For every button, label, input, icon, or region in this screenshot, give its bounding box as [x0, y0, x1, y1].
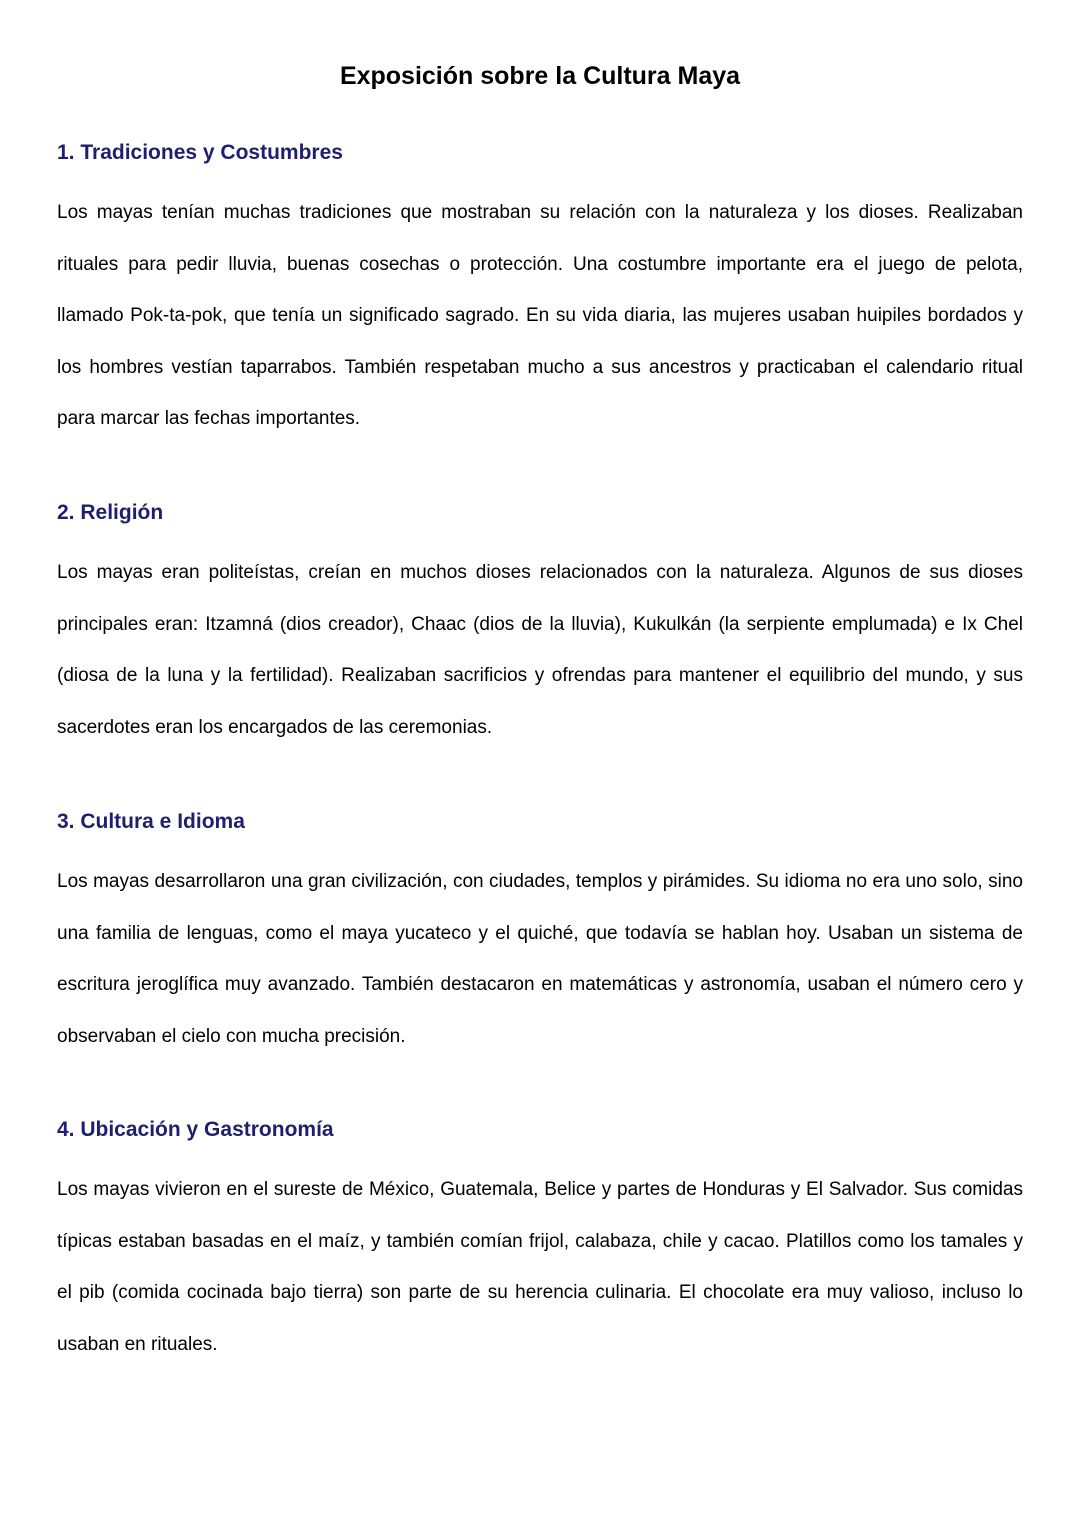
- section-ubicacion-y-gastronomia: [57, 1113, 1023, 1370]
- document-title: Exposición sobre la Cultura Maya: [339, 62, 741, 90]
- section-heading: 3. Cultura e Idioma: [57, 810, 245, 833]
- section-heading: 1. Tradiciones y Costumbres: [57, 141, 343, 164]
- section-cultura-e-idioma: [57, 805, 1023, 1062]
- section-paragraph: Los mayas eran politeístas, creían en muchos dioses relacionados con la naturaleza. Algunos de sus dioses principales eran: Itzamná (dios creador), Chaac (dios de la lluvia), Kukulkán (la serpiente emplumada) e Ix Chel (diosa de la luna y la fertilidad). Realizaban sacrificios y ofrendas para mantener el equilibrio del mundo, y sus sacerdotes eran los encargados de las ceremonias.: [57, 562, 1023, 738]
- section-religion: [57, 496, 1023, 753]
- section-paragraph: Los mayas tenían muchas tradiciones que mostraban su relación con la naturaleza y los dioses. Realizaban rituales para pedir lluvia, buenas cosechas o protección. Una costumbre importante era el juego de pelota, llamado Pok-ta-pok, que tenía un significado sagrado. En su vida diaria, las mujeres usaban huipiles bordados y los hombres vestían taparrabos. También respetaban mucho a sus ancestros y practicaban el calendario ritual para marcar las fechas importantes.: [57, 202, 1023, 429]
- section-heading: 2. Religión: [57, 501, 164, 524]
- section-paragraph: Los mayas desarrollaron una gran civilización, con ciudades, templos y pirámides. Su idioma no era uno solo, sino una familia de lenguas, como el maya yucateco y el quiché, que todavía se hablan hoy. Usaban un sistema de escritura jeroglífica muy avanzado. También destacaron en matemáticas y astronomía, usaban el número cero y observaban el cielo con mucha precisión.: [57, 871, 1023, 1047]
- section-heading: 4. Ubicación y Gastronomía: [57, 1118, 334, 1141]
- section-paragraph: Los mayas vivieron en el sureste de México, Guatemala, Belice y partes de Honduras y El Salvador. Sus comidas típicas estaban basadas en el maíz, y también comían frijol, calabaza, chile y cacao. Platillos como los tamales y el pib (comida cocinada bajo tierra) son parte de su herencia culinaria. El chocolate era muy valioso, incluso lo usaban en rituales.: [57, 1179, 1023, 1355]
- section-tradiciones-y-costumbres: [57, 136, 1023, 445]
